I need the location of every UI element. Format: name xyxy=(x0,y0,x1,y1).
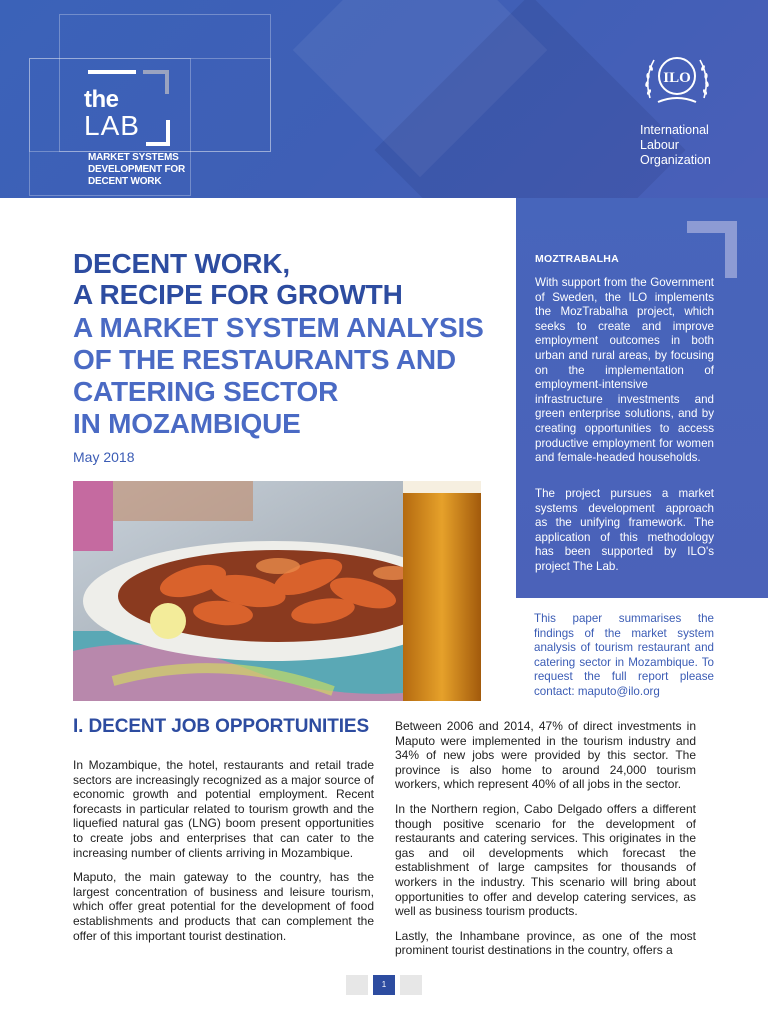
sidebar-paragraph: With support from the Government of Sweden, the ILO implements the MozTrabalha project, which seeks to create and improve employment outcomes in both urban and rural areas, by focusing on the implementation of employment-intensive infrastructure investments and green enterprise solutions, and by creating opportunities to access productive employment for women and female-headed households. xyxy=(535,276,714,465)
body-column-right xyxy=(395,719,696,968)
lab-subtitle-line: DECENT WORK xyxy=(88,176,162,187)
ilo-emblem-text: ILO xyxy=(663,70,691,86)
page-indicator-block xyxy=(346,975,368,995)
lab-logo-bracket xyxy=(146,120,170,146)
page-number: 1 xyxy=(373,975,395,995)
ilo-name-line: Labour xyxy=(640,138,679,152)
title-line: A RECIPE FOR GROWTH xyxy=(73,279,403,310)
lab-logo-the: the xyxy=(84,86,119,113)
seafood-platter-photo xyxy=(73,481,481,701)
subtitle-line: CATERING SECTOR xyxy=(73,376,339,407)
subtitle-line: IN MOZAMBIQUE xyxy=(73,408,301,439)
body-column-left xyxy=(73,758,374,953)
title-line: DECENT WORK, xyxy=(73,248,290,279)
lab-subtitle-line: DEVELOPMENT FOR xyxy=(88,164,186,175)
ilo-name-line: International xyxy=(640,123,709,137)
page-title xyxy=(73,248,513,310)
page-indicator-block xyxy=(400,975,422,995)
sidebar-heading: MOZTRABALHA xyxy=(535,253,619,265)
ilo-name xyxy=(640,123,711,168)
subtitle-line: A MARKET SYSTEM ANALYSIS xyxy=(73,312,484,343)
lab-logo-subtitle xyxy=(88,152,188,188)
lab-subtitle-line: MARKET SYSTEMS xyxy=(88,152,179,163)
sidebar-paragraph: The project pursues a market systems development approach as the unifying framework. The application of this methodology has been supported by ILO's project The Lab. xyxy=(535,487,714,573)
section-heading: I. DECENT JOB OPPORTUNITIES xyxy=(73,716,370,737)
body-paragraph: In Mozambique, the hotel, restaurants and retail trade sectors are increasingly recognized as a major source of economic growth and potential employment. Recent forecasts in particular related to tourism growth and the liquefied natural gas (LNG) boom present opportunities to create jobs and enterprises that can cater to the increasing number of clients arriving in Mozambique. xyxy=(73,758,374,860)
header-banner xyxy=(0,0,768,198)
publication-date: May 2018 xyxy=(73,449,135,465)
lab-logo-lab: LAB xyxy=(84,110,140,141)
subtitle-line: OF THE RESTAURANTS AND xyxy=(73,344,456,375)
body-paragraph: Between 2006 and 2014, 47% of direct investments in Maputo were implemented in the tourism industry and 34% of new jobs were provided by this sector. The province is also home to around 24,000 tourism workers, which represent 40% of all jobs in the sector. xyxy=(395,719,696,792)
ilo-name-line: Organization xyxy=(640,153,711,167)
sidebar-bracket-decoration xyxy=(687,221,737,278)
page-subtitle xyxy=(73,312,513,440)
summary-note: This paper summarises the findings of the market system analysis of tourism restaurant and catering sector in Mozambique. To request the full report please contact: maputo@ilo.org xyxy=(534,612,714,698)
body-paragraph: In the Northern region, Cabo Delgado offers a different though positive scenario for the development of restaurants and catering services. This originates in the gas and oil developments which forecast the establishment of large campsites for thousands of workers in the industry. This scenario will bring about opportunities to offer and develop catering services, as well as business tourism products. xyxy=(395,801,696,919)
body-paragraph: Lastly, the Inhambane province, as one of the most prominent tourist destinations in the country, offers a xyxy=(395,928,696,958)
moztrabalha-sidebar xyxy=(516,198,768,598)
lab-logo-bar xyxy=(88,70,136,74)
lab-logo-bracket xyxy=(143,70,169,94)
body-paragraph: Maputo, the main gateway to the country, has the largest concentration of business and leisure tourism, which offer great potential for the development of food establishments and products that can complement the offer of this important tourist destination. xyxy=(73,870,374,943)
ilo-emblem-icon xyxy=(640,48,714,110)
